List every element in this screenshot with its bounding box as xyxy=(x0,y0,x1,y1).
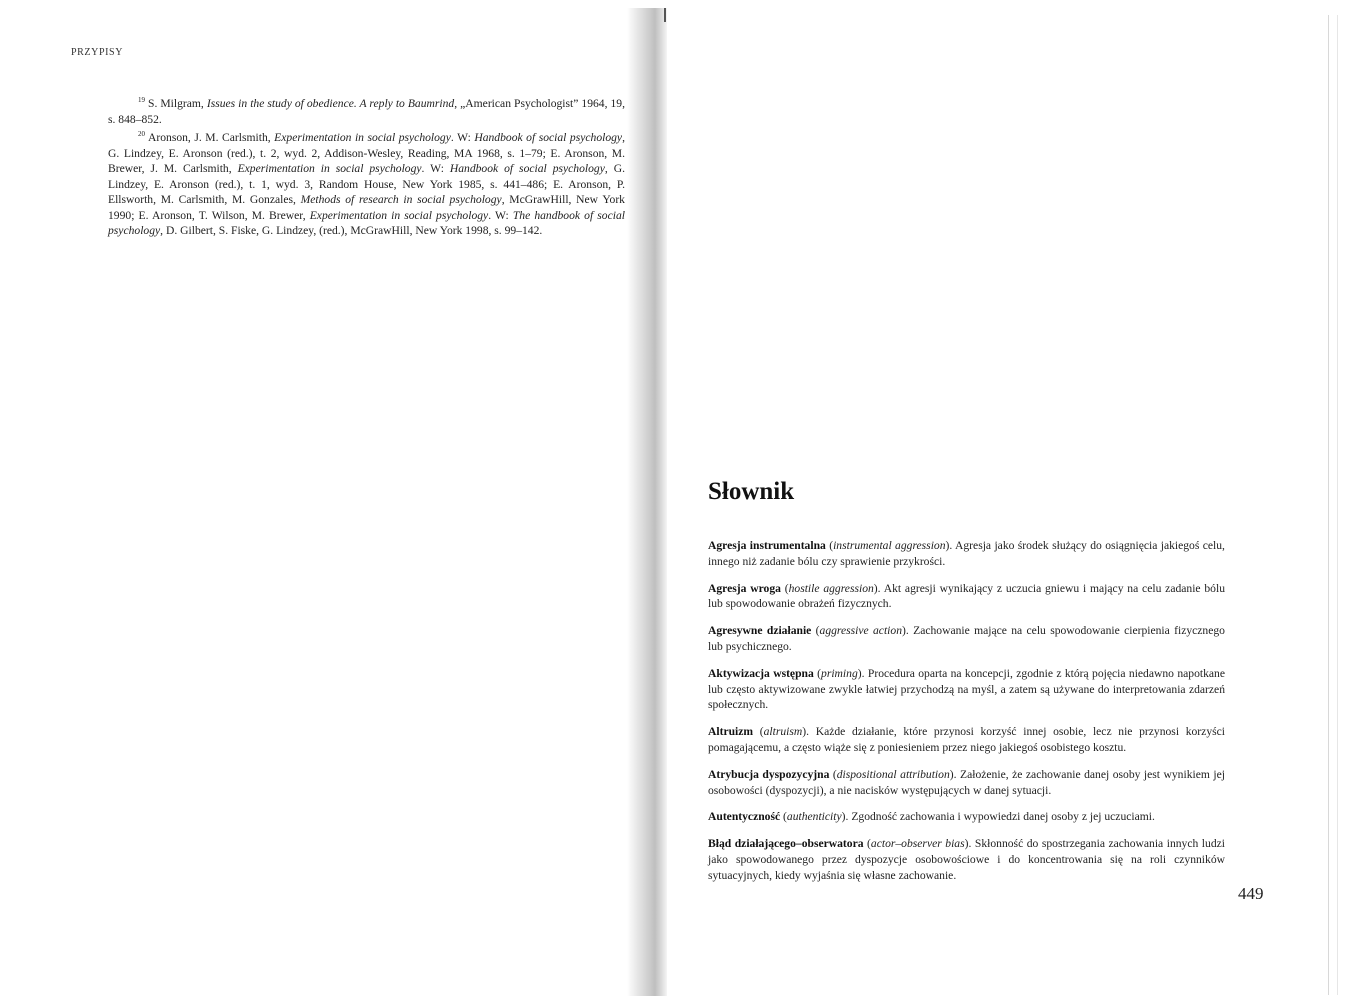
glossary-term: Agresja instrumentalna xyxy=(708,539,826,552)
glossary-term: Autentyczność xyxy=(708,810,781,824)
glossary-definition: Skłonność do spostrzegania zachowania innych ludzi jako spowodowanego przez dyspozycje osobowościowe i do koncentrowania się na roli czynników sytuacyjnych, kiedy wyjaśnia się własne zachowanie. xyxy=(708,837,1225,882)
glossary-english-term: actor–observer bias xyxy=(870,837,965,851)
page-number: 449 xyxy=(1238,884,1264,903)
running-head: PRZYPISY xyxy=(71,47,124,58)
footnote-title: Methods of research in social psychology xyxy=(300,193,502,206)
footnote-text: . W: xyxy=(488,208,513,222)
glossary-term: Agresja wroga xyxy=(708,581,781,595)
footnote-text: , „American Psychologist” 1964, 19, s. 848–852. xyxy=(108,97,625,126)
glossary-entry: Agresja instrumentalna (instrumental aggression). Agresja jako środek służący do osiągnięcia jakiegoś celu, innego niż zadanie bólu czy sprawienie przykrości. xyxy=(708,539,1225,568)
glossary-entry: Aktywizacja wstępna (priming). Procedura oparta na koncepcji, zgodnie z którą pojęcia niedawno napotkane lub często aktywizowane zwykle łatwiej przychodzą na myśl, a zatem są używane do interpretowania zdarzeń społecznych. xyxy=(708,666,1225,712)
glossary-entry: Autentyczność (authenticity). Zgodność zachowania i wypowiedzi danej osoby z jej uczuciami. xyxy=(708,810,1155,824)
footnote-title: Handbook of social psychology xyxy=(474,131,623,144)
page-edge-lines xyxy=(1328,15,1338,995)
glossary-definition: Założenie, że zachowanie danej osoby jest wynikiem jej osobowości (dyspozycji), a nie nacisków występujących w danej sytuacji. xyxy=(708,767,1225,797)
glossary-entry: Atrybucja dyspozycyjna (dispositional attribution). Założenie, że zachowanie danej osoby jest wynikiem jej osobowości (dyspozycji), a nie nacisków występujących w danej sytuacji. xyxy=(708,767,1225,797)
glossary-definition: Procedura oparta na koncepcji, zgodnie z którą pojęcia niedawno napotkane lub często aktywizowane zwykle łatwiej przychodzą na myśl, a zatem są używane do interpretowania zdarzeń społecznych. xyxy=(708,666,1225,712)
book-spine-shadow xyxy=(627,8,667,996)
glossary-term: Aktywizacja wstępna xyxy=(708,666,814,680)
footnote-text: S. Milgram, xyxy=(148,97,207,110)
footnote xyxy=(108,127,625,239)
footnote-text: Aronson, J. M. Carlsmith, xyxy=(148,131,275,144)
footnote-text: , G. Lindzey, E. Aronson (red.), t. 2, wyd. 2, Addison-Wesley, Reading, MA 1968, s. 1–79; E. Aronson, M. Brewer, J. M. Carlsmith, xyxy=(108,131,625,175)
glossary-entry: Błąd działającego–obserwatora (actor–observer bias). Skłonność do spostrzegania zachowania innych ludzi jako spowodowanego przez dyspozycje osobowościowe i do koncentrowania się na roli czynników sytuacyjnych, kiedy wyjaśnia się własne zachowanie. xyxy=(708,837,1225,882)
footnote-text: , G. Lindzey, E. Aronson (red.), t. 1, wyd. 3, Random House, New York 1985, s. 441–486; E. Aronson, P. Ellsworth, M. Carlsmith, M. Gonzales, xyxy=(108,162,625,206)
footnote-title: Experimentation in social psychology xyxy=(274,131,451,144)
glossary-english-term: hostile aggression xyxy=(788,581,874,595)
glossary-term: Agresywne działanie xyxy=(708,624,812,638)
glossary-entries xyxy=(708,538,1225,895)
footnote xyxy=(108,93,625,127)
glossary-title: Słownik xyxy=(708,478,795,505)
footnote-title: Issues in the study of obedience. A reply to Baumrind xyxy=(206,97,455,110)
footnote-title: Experimentation in social psychology xyxy=(237,162,422,175)
glossary-entry: Agresywne działanie (aggressive action). Zachowanie mające na celu spowodowanie cierpienia fizycznego lub psychicznego. xyxy=(708,624,1225,653)
footnote-title: Handbook of social psychology xyxy=(449,162,605,175)
glossary-definition: Agresja jako środek służący do osiągnięcia jakiegoś celu, innego niż zadanie bólu czy sprawienie przykrości. xyxy=(708,539,1225,568)
footnote-text: . W: xyxy=(421,162,450,175)
footnotes xyxy=(108,93,625,239)
glossary-entry: Altruizm (altruism). Każde działanie, które przynosi korzyść innej osobie, lecz nie przynosi korzyści pomagającemu, a często wiąże się z poniesieniem przez niego jakiegoś osobistego kosztu. xyxy=(708,725,1225,754)
glossary-definition: Zgodność zachowania i wypowiedzi danej osoby z jej uczuciami. xyxy=(851,810,1155,824)
footnote-title: Experimentation in social psychology xyxy=(309,208,489,222)
glossary-definition: Zachowanie mające na celu spowodowanie cierpienia fizycznego lub psychicznego. xyxy=(708,624,1225,653)
footnote-number: 20 xyxy=(138,130,145,138)
footnote-title: The handbook of social psychology xyxy=(108,208,625,237)
glossary-english-term: authenticity xyxy=(786,810,842,824)
glossary-english-term: altruism xyxy=(763,725,803,739)
footnote-text: , D. Gilbert, S. Fiske, G. Lindzey, (red.), McGrawHill, New York 1998, s. 99–142. xyxy=(160,224,543,237)
glossary-definition: Każde działanie, które przynosi korzyść innej osobie, lecz nie przynosi korzyści pomagającemu, a często wiąże się z poniesieniem przez niego jakiegoś osobistego kosztu. xyxy=(708,725,1225,754)
footnote-text: . W: xyxy=(450,131,475,144)
footnote-number: 19 xyxy=(138,96,145,104)
glossary-english-term: dispositional attribution xyxy=(836,767,950,781)
glossary-definition: Akt agresji wynikający z uczucia gniewu i mający na celu zadanie bólu lub spowodowanie obrażeń fizycznych. xyxy=(708,581,1225,611)
glossary-english-term: priming xyxy=(821,666,858,680)
glossary-english-term: aggressive action xyxy=(819,624,902,638)
glossary-term: Atrybucja dyspozycyjna xyxy=(708,767,830,781)
glossary-term: Altruizm xyxy=(708,725,754,739)
footnote-text: , McGrawHill, New York 1990; E. Aronson, T. Wilson, M. Brewer, xyxy=(108,193,625,222)
spine-mark xyxy=(664,8,666,22)
glossary-entry: Agresja wroga (hostile aggression). Akt agresji wynikający z uczucia gniewu i mający na celu zadanie bólu lub spowodowanie obrażeń fizycznych. xyxy=(708,581,1225,611)
glossary-term: Błąd działającego–obserwatora xyxy=(708,837,864,851)
glossary-english-term: instrumental aggression xyxy=(833,539,946,552)
